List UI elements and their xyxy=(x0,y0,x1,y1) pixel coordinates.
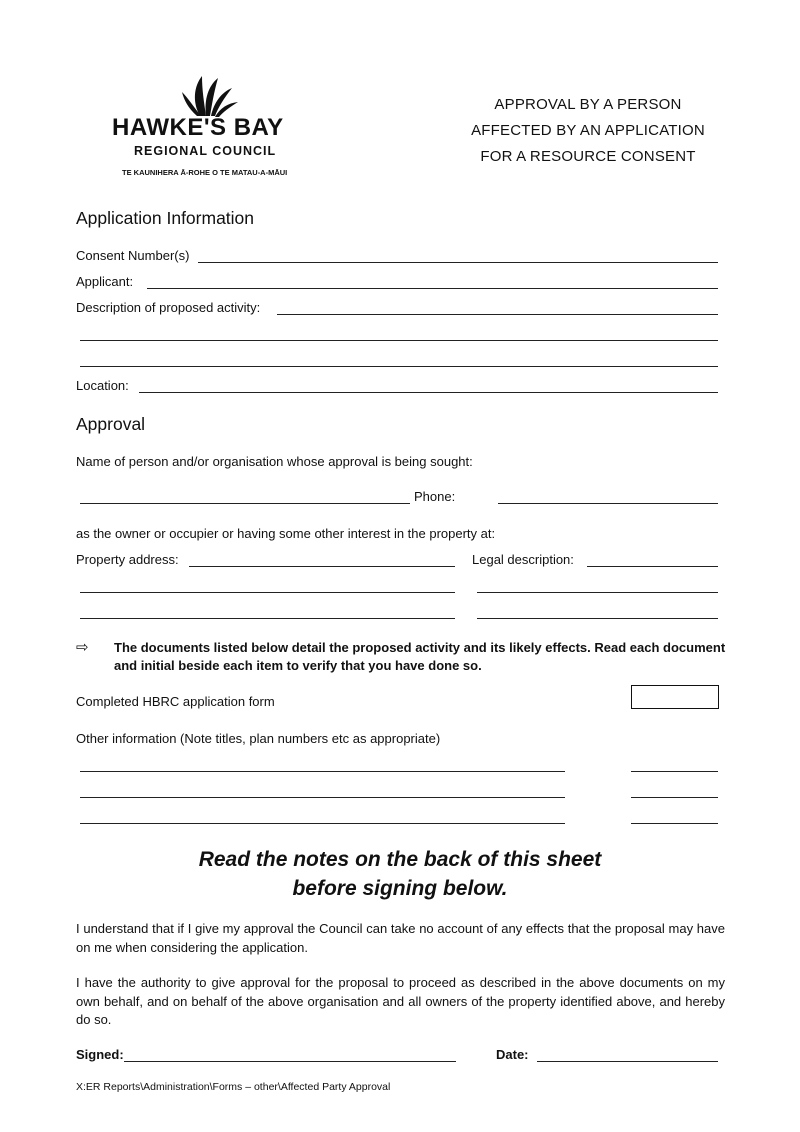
arrow-right-icon: ⇨ xyxy=(76,638,89,656)
title-line-3: FOR A RESOURCE CONSENT xyxy=(480,148,696,165)
other-info-initial-3[interactable] xyxy=(631,823,718,824)
legal-description-field-3[interactable] xyxy=(477,618,718,619)
location-label: Location: xyxy=(76,378,129,393)
description-label: Description of proposed activity: xyxy=(76,300,261,315)
declaration-paragraph-1: I understand that if I give my approval the Council can take no account of any effects that the proposal may have on me when considering the application. xyxy=(76,921,725,955)
signed-label: Signed: xyxy=(76,1047,124,1062)
form-title xyxy=(428,92,748,170)
phone-label: Phone: xyxy=(414,489,456,504)
title-line-1: APPROVAL BY A PERSON xyxy=(494,96,682,113)
location-field[interactable] xyxy=(139,392,718,393)
leaf-emblem-icon xyxy=(178,72,238,118)
other-info-field-1[interactable] xyxy=(80,771,565,772)
legal-description-field-2[interactable] xyxy=(477,592,718,593)
logo-name: HAWKE'S BAY xyxy=(112,114,284,141)
documents-instruction-2: and initial beside each item to verify that you have done so. xyxy=(114,658,482,673)
file-path-footer: X:ER Reports\Administration\Forms – other\Affected Party Approval xyxy=(76,1081,391,1093)
notice-line-1: Read the notes on the back of this sheet xyxy=(198,848,602,871)
property-address-label: Property address: xyxy=(76,552,179,567)
logo-subname: REGIONAL COUNCIL xyxy=(134,144,277,158)
interest-text: as the owner or occupier or having some other interest in the property at: xyxy=(76,526,496,541)
other-info-field-2[interactable] xyxy=(80,797,565,798)
description-field-3[interactable] xyxy=(80,366,718,367)
legal-description-label: Legal description: xyxy=(472,552,574,567)
hbrc-form-label: Completed HBRC application form xyxy=(76,694,275,709)
other-info-initial-1[interactable] xyxy=(631,771,718,772)
notice-line-2: before signing below. xyxy=(292,877,508,900)
logo-tagline: TE KAUNIHERA Ā-ROHE O TE MATAU-A-MĀUI xyxy=(122,168,288,177)
application-info-heading: Application Information xyxy=(76,208,255,228)
applicant-label: Applicant: xyxy=(76,274,134,289)
documents-instruction-1: The documents listed below detail the proposed activity and its likely effects. Read each document xyxy=(114,640,726,655)
hbrc-form-initial-box[interactable] xyxy=(631,685,719,709)
legal-description-field-1[interactable] xyxy=(587,566,718,567)
other-info-label: Other information (Note titles, plan numbers etc as appropriate) xyxy=(76,731,441,746)
description-field-1[interactable] xyxy=(277,314,718,315)
date-label: Date: xyxy=(496,1047,529,1062)
date-field[interactable] xyxy=(537,1061,718,1062)
property-address-field-2[interactable] xyxy=(80,592,455,593)
signature-field[interactable] xyxy=(124,1061,456,1062)
approval-heading: Approval xyxy=(76,414,146,434)
phone-field[interactable] xyxy=(498,503,718,504)
read-notes-notice xyxy=(100,845,700,903)
declaration-paragraph-2: I have the authority to give approval for the proposal to proceed as described in the above documents on my own behalf, and on behalf of the above organisation and all owners of the property identified above, and hereby do so. xyxy=(76,975,725,1027)
description-field-2[interactable] xyxy=(80,340,718,341)
other-info-field-3[interactable] xyxy=(80,823,565,824)
hbrc-logo xyxy=(108,72,308,182)
other-info-initial-2[interactable] xyxy=(631,797,718,798)
property-address-field-1[interactable] xyxy=(189,566,455,567)
title-line-2: AFFECTED BY AN APPLICATION xyxy=(471,122,705,139)
approver-name-field[interactable] xyxy=(80,503,410,504)
name-prompt: Name of person and/or organisation whose approval is being sought: xyxy=(76,454,473,469)
property-address-field-3[interactable] xyxy=(80,618,455,619)
applicant-field[interactable] xyxy=(147,288,718,289)
consent-number-field[interactable] xyxy=(198,262,718,263)
consent-number-label: Consent Number(s) xyxy=(76,248,190,263)
